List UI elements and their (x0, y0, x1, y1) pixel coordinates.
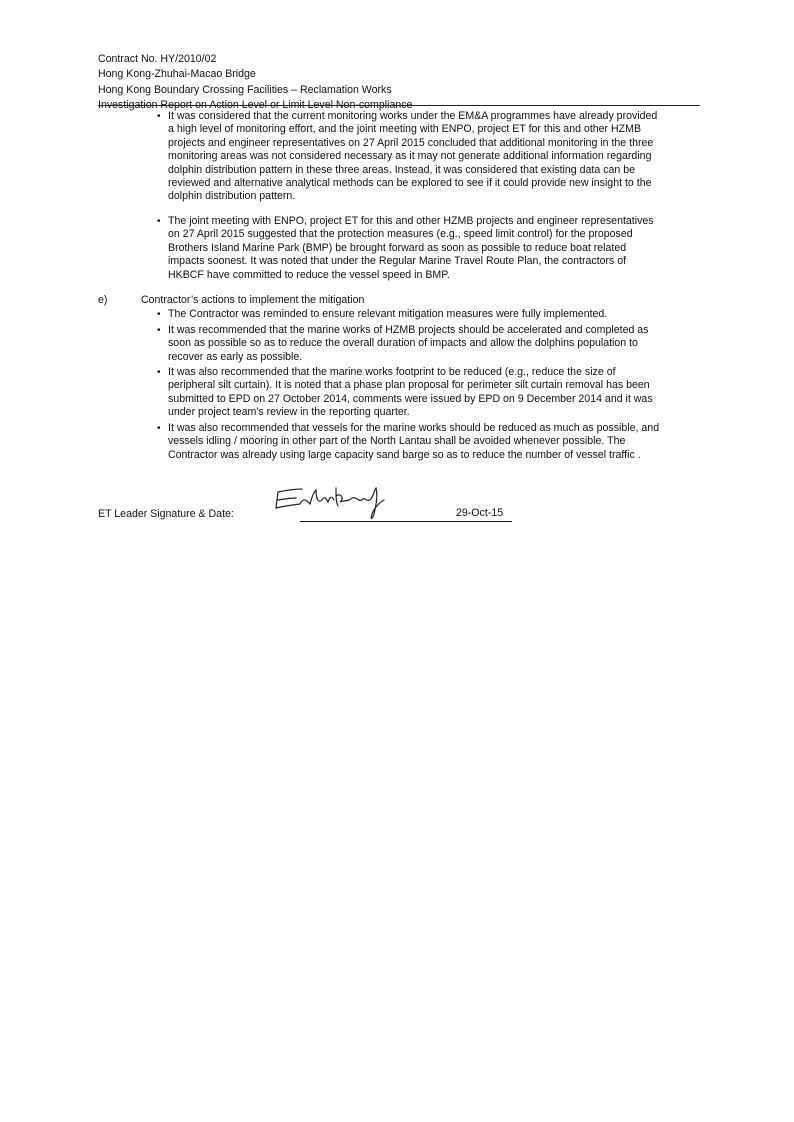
bullet-line: Contractor was already using large capacity sand barge so as to reduce the number of vessel traffic . (168, 448, 641, 461)
list-item (157, 422, 698, 462)
bullet-line: peripheral silt curtain). It is noted that a phase plan proposal for perimeter silt curtain removal has been (168, 379, 650, 392)
bullet-icon: • (157, 423, 161, 434)
bullet-icon: • (157, 325, 161, 336)
bullet-line: reviewed and alternative analytical methods can be explored to see if it could provide new insight to the (168, 177, 652, 190)
bullet-line: under project team's review in the reporting quarter. (168, 406, 410, 419)
bullet-line: The joint meeting with ENPO, project ET for this and other HZMB projects and engineer representatives (168, 215, 654, 227)
header-divider (98, 105, 700, 106)
list-item (157, 366, 698, 420)
bullet-line: submitted to EPD on 27 October 2014, comments were issued by EPD on 9 December 2014 and it was (168, 392, 653, 405)
signature-line (300, 521, 512, 522)
document-header (98, 52, 700, 113)
bullet-line: dolphin distribution pattern. (168, 190, 296, 203)
bullet-line: projects and engineer representatives on 27 April 2015 concluded that additional monitoring in the three (168, 136, 654, 149)
bullet-line: on 27 April 2015 suggested that the protection measures (e.g., speed limit control) for the proposed (168, 228, 633, 241)
bullet-icon: • (157, 111, 161, 122)
bullet-line: It was also recommended that the marine works footprint to be reduced (e.g., reduce the size of (168, 366, 616, 378)
bullet-icon: • (157, 309, 161, 320)
bullet-line: vessels idling / mooring in other part of the North Lantau shall be avoided whenever possible. The (168, 435, 626, 448)
bullet-line: impacts soonest. It was noted that under the Regular Marine Travel Route Plan, the contractors of (168, 255, 627, 268)
section-title: Contractor’s actions to implement the mitigation (141, 294, 365, 306)
bullet-line: HKBCF have committed to reduce the vessel speed in BMP. (168, 268, 450, 281)
bullet-line: recover as early as possible. (168, 350, 303, 363)
bullet-line: The Contractor was reminded to ensure relevant mitigation measures were fully implemented. (168, 308, 608, 320)
bullet-line: It was recommended that the marine works of HZMB projects should be accelerated and completed as (168, 324, 649, 336)
bullet-line: dolphin distribution pattern in these three areas. Instead, it was considered that existing data can be (168, 163, 636, 176)
bullet-line: a high level of monitoring effort, and the joint meeting with ENPO, project ET for this and other HZMB (168, 123, 642, 136)
bullet-line: soon as possible so as to reduce the overall duration of impacts and allow the dolphins population to (168, 337, 638, 350)
contract-number: Contract No. HY/2010/02 (98, 53, 217, 65)
project-name: Hong Kong-Zhuhai-Macao Bridge (98, 68, 256, 81)
bullet-line: It was considered that the current monitoring works under the EM&A programmes have already provided (168, 110, 658, 122)
signature-label: ET Leader Signature & Date: (98, 508, 234, 520)
signature-date: 29-Oct-15 (456, 507, 504, 519)
bullet-line: monitoring areas was not considered necessary as it may not generate additional information regarding (168, 150, 652, 163)
report-title: Investigation Report on Action Level or Limit Level Non-compliance (98, 98, 413, 111)
list-item (157, 215, 698, 282)
bullet-line: It was also recommended that vessels for the marine works should be reduced as much as possible, and (168, 422, 660, 434)
list-item (157, 308, 698, 321)
section-letter: e) (98, 294, 108, 306)
list-item (157, 324, 698, 364)
list-item (157, 110, 698, 204)
works-name: Hong Kong Boundary Crossing Facilities – Reclamation Works (98, 83, 392, 96)
bullet-line: Brothers Island Marine Park (BMP) be brought forward as soon as possible to reduce boat related (168, 241, 627, 254)
handwritten-signature (270, 478, 400, 524)
bullet-icon: • (157, 367, 161, 378)
bullet-icon: • (157, 216, 161, 227)
